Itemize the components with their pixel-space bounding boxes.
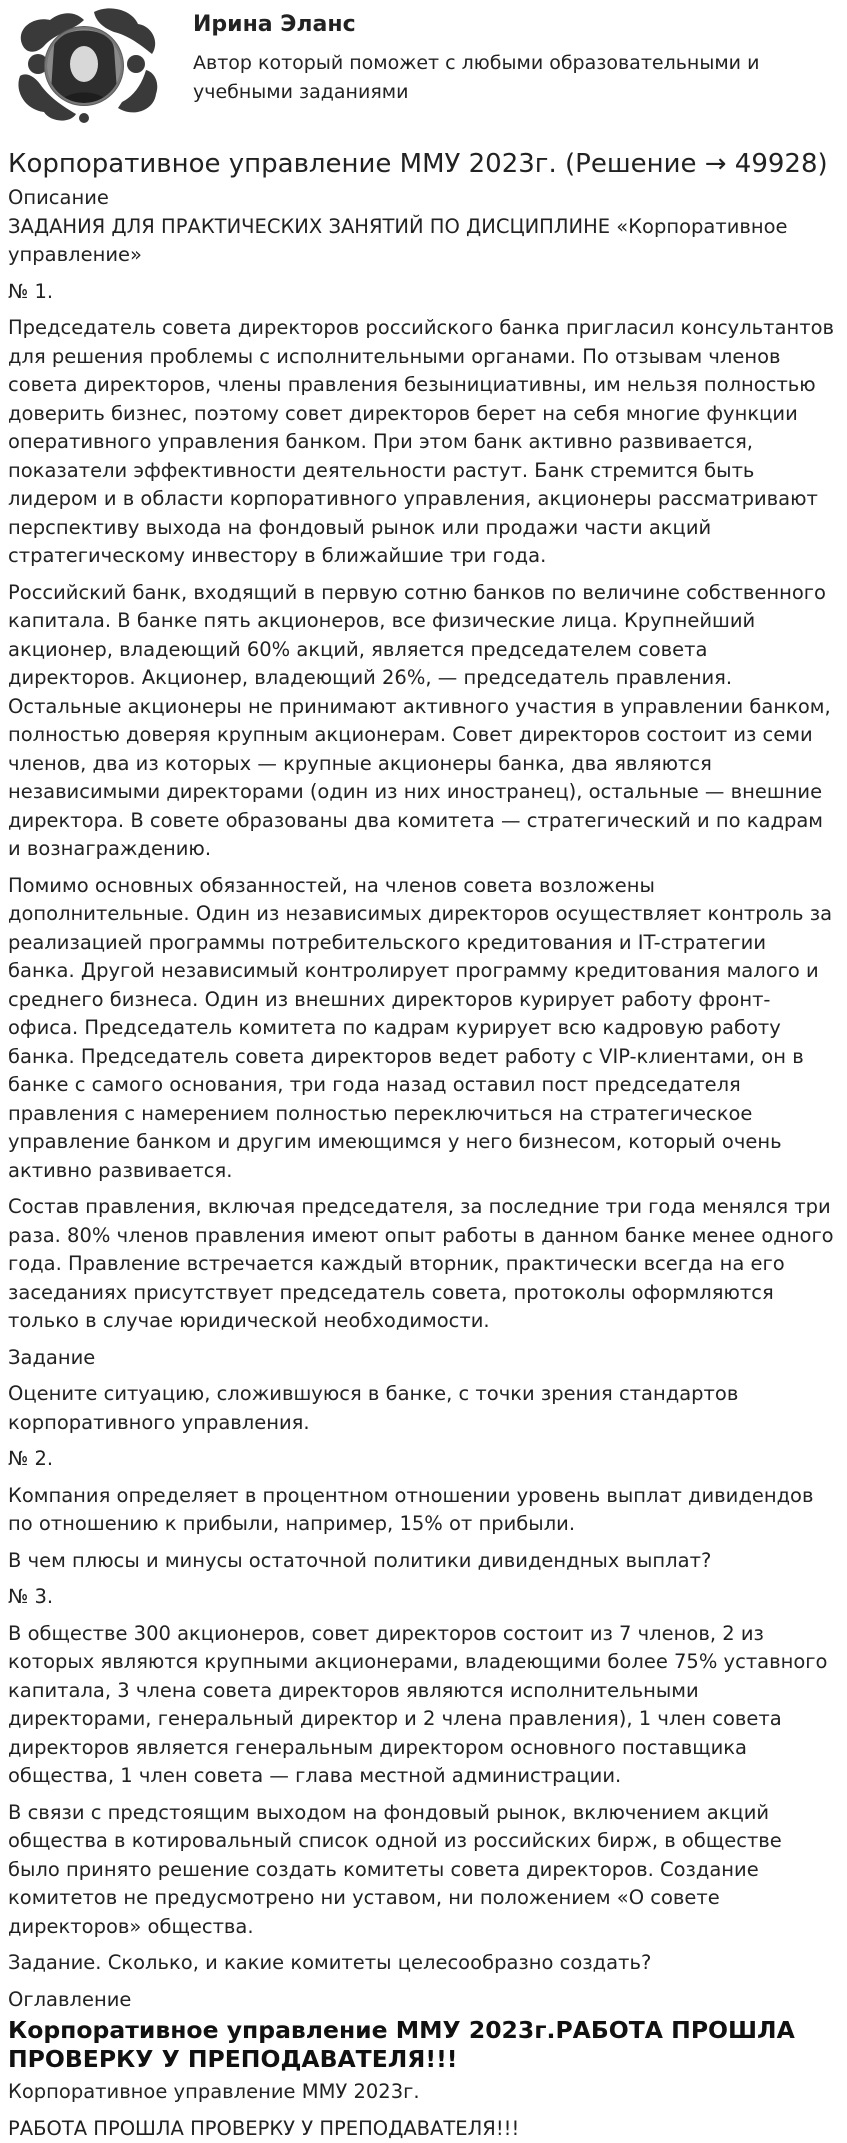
author-description: Автор который поможет с любыми образовательными и учебными заданиями xyxy=(193,49,793,106)
task2-number: № 2. xyxy=(8,1445,835,1474)
author-avatar-photo-icon xyxy=(14,6,160,124)
task3-paragraph-3: Задание. Сколько, и какие комитеты целесообразно создать? xyxy=(8,1949,835,1978)
author-name[interactable]: Ирина Эланс xyxy=(193,10,356,40)
intro-line: ЗАДАНИЯ ДЛЯ ПРАКТИЧЕСКИХ ЗАНЯТИЙ ПО ДИСЦИПЛИНЕ «Корпоративное управление» xyxy=(8,213,835,270)
description-label: Описание xyxy=(8,184,835,213)
task3-paragraph-1: В обществе 300 акционеров, совет директоров состоит из 7 членов, 2 из которых являются крупными акционерами, владеющими более 75% уставного капитала, 3 члена совета директоров являются исполнительными директорами, генеральный директор и 2 члена правления), 1 член совета директоров является генеральным директором основного поставщика общества, 1 член совета — глава местной администрации. xyxy=(8,1620,835,1791)
task1-paragraph-2: Российский банк, входящий в первую сотню банков по величине собственного капитала. В банке пять акционеров, все физические лица. Крупнейший акционер, владеющий 60% акций, является председателем совета директоров. Акционер, владеющий 26%, — председатель правления. Остальные акционеры не принимают активного участия в управлении банком, полностью доверяя крупным акционерам. Совет директоров состоит из семи членов, два из которых — крупные акционеры банка, два являются независимыми директорами (один из них иностранец), остальные — внешние директора. В совете образованы два комитета — стратегический и по кадрам и вознаграждению. xyxy=(8,579,835,864)
toc-label: Оглавление xyxy=(8,1986,835,2015)
task3-paragraph-2: В связи с предстоящим выходом на фондовый рынок, включением акций общества в котировальный список одной из российских бирж, в обществе было принято решение создать комитеты совета директоров. Создание комитетов не предусмотрено ни уставом, ни положением «О совете директоров» общества. xyxy=(8,1799,835,1942)
task2-paragraph-2: В чем плюсы и минусы остаточной политики дивидендных выплат? xyxy=(8,1547,835,1576)
task2-paragraph-1: Компания определяет в процентном отношении уровень выплат дивидендов по отношению к прибыли, например, 15% от прибыли. xyxy=(8,1482,835,1539)
task1-paragraph-3: Помимо основных обязанностей, на членов совета возложены дополнительные. Один из независимых директоров осуществляет контроль за реализацией программы потребительского кредитования и IT-стратегии банка. Другой независимый контролирует программу кредитования малого и среднего бизнеса. Один из внешних директоров курирует работу фронт-офиса. Председатель комитета по кадрам курирует всю кадровую работу банка. Председатель совета директоров ведет работу с VIP-клиентами, он в банке с самого основания, три года назад оставил пост председателя правления с намерением полностью переключиться на стратегическое управление банком и другим имеющимся у него бизнесом, который очень активно развивается. xyxy=(8,872,835,1186)
task1-number: № 1. xyxy=(8,278,835,307)
author-card xyxy=(8,0,835,128)
toc-title: Корпоративное управление ММУ 2023г.РАБОТА ПРОШЛА ПРОВЕРКУ У ПРЕПОДАВАТЕЛЯ!!! xyxy=(8,2016,835,2074)
page-title: Корпоративное управление ММУ 2023г. (Решение → 49928) xyxy=(8,146,835,182)
toc-line-1: Корпоративное управление ММУ 2023г. xyxy=(8,2078,835,2107)
task3-number: № 3. xyxy=(8,1583,835,1612)
task1-task-label: Задание xyxy=(8,1344,835,1373)
task1-paragraph-4: Состав правления, включая председателя, за последние три года менялся три раза. 80% членов правления имеют опыт работы в данном банке менее одного года. Правление встречается каждый вторник, практически всегда на его заседаниях присутствует председатель совета, протоколы оформляются только в случае юридической необходимости. xyxy=(8,1193,835,1336)
task1-task-text: Оцените ситуацию, сложившуюся в банке, с точки зрения стандартов корпоративного управления. xyxy=(8,1380,835,1437)
toc-line-2: РАБОТА ПРОШЛА ПРОВЕРКУ У ПРЕПОДАВАТЕЛЯ!!! xyxy=(8,2115,835,2143)
task1-paragraph-1: Председатель совета директоров российского банка пригласил консультантов для решения проблемы с исполнительными органами. По отзывам членов совета директоров, члены правления безынициативны, им нельзя полностью доверить бизнес, поэтому совет директоров берет на себя многие функции оперативного управления банком. При этом банк активно развивается, показатели эффективности деятельности растут. Банк стремится быть лидером и в области корпоративного управления, акционеры рассматривают перспективу выхода на фондовый рынок или продажи части акций стратегическому инвестору в ближайшие три года. xyxy=(8,314,835,571)
